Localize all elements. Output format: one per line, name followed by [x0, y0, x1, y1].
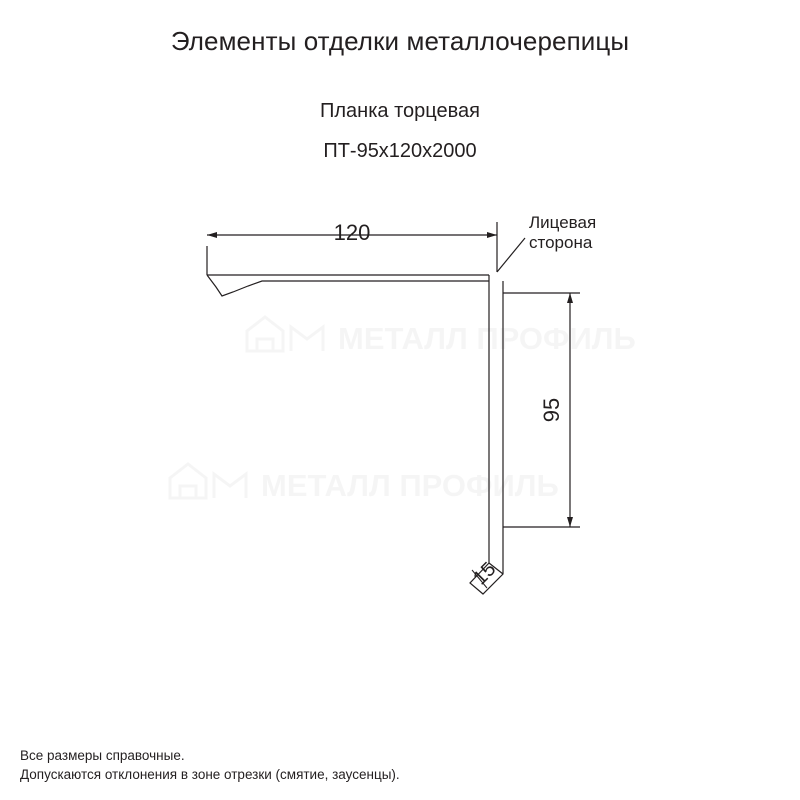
footnotes — [20, 746, 400, 784]
dim-width-label: 120 — [333, 220, 371, 245]
face-label-line2: сторона — [529, 233, 593, 252]
dim-height-label: 95 — [539, 397, 564, 423]
dim-lip-label: 15 — [469, 558, 501, 590]
product-name: Планка торцевая — [320, 100, 480, 122]
face-label-line1: Лицевая — [529, 213, 597, 232]
arrow-left-icon — [207, 232, 217, 238]
page-title: Элементы отделки металлочерепицы — [170, 26, 630, 56]
leader-line-face — [497, 238, 525, 272]
svg-text:МЕТАЛЛ ПРОФИЛЬ: МЕТАЛЛ ПРОФИЛЬ — [261, 468, 559, 503]
arrow-up-icon — [567, 293, 573, 303]
product-code: ПТ-95x120x2000 — [323, 140, 477, 162]
footnote-line-1: Все размеры справочные. — [20, 748, 185, 763]
footnote-line-2: Допускаются отклонения в зоне отрезки (смятие, заусенцы). — [20, 767, 400, 782]
arrow-right-icon — [487, 232, 497, 238]
arrow-down-icon — [567, 517, 573, 527]
svg-text:МЕТАЛЛ ПРОФИЛЬ: МЕТАЛЛ ПРОФИЛЬ — [338, 321, 636, 356]
profile-bend-left — [207, 275, 489, 296]
